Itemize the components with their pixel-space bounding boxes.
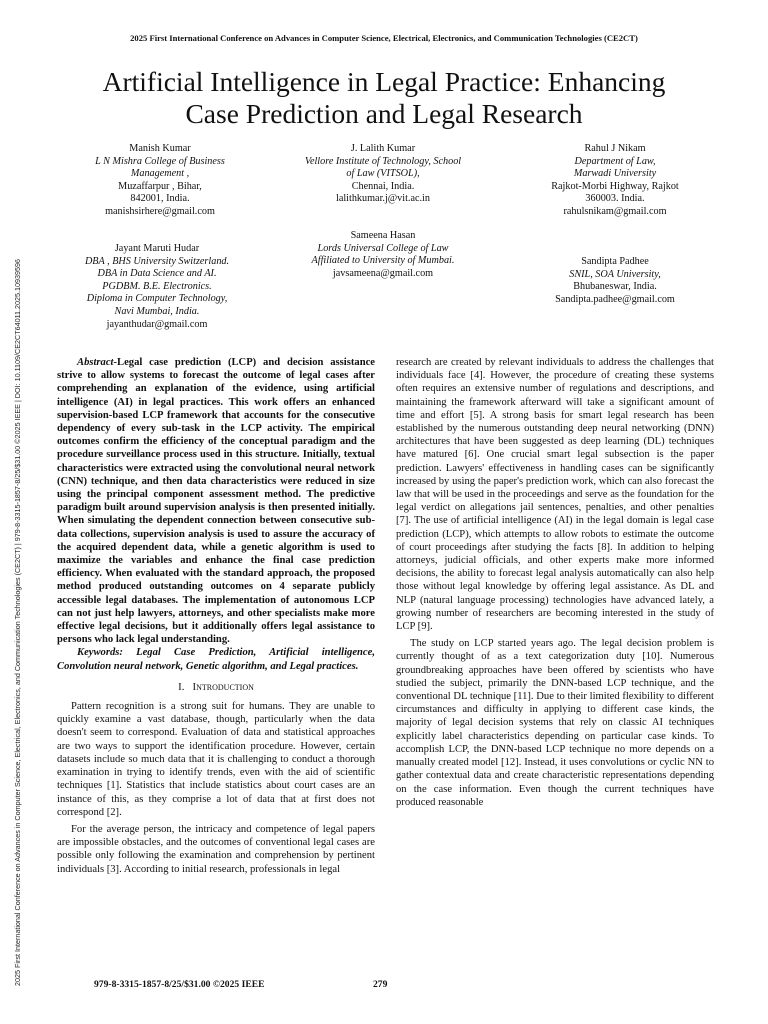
right-column [396, 356, 714, 813]
author-email: Sandipta.padhee@gmail.com [555, 293, 675, 305]
author-location: Chennai, India. [351, 180, 415, 192]
author-affiliation: DBA in Data Science and AI. [97, 268, 217, 280]
body-paragraph: Pattern recognition is a strong suit for humans. They are unable to quickly examine a vast database, though, particularly when the data doesn't seem to correspond. Evaluation of data and statistical approaches are two ways to support the identification procedure. However, certain datasets include so much data that it is challenging to conduct a thorough examination in trying to identify trends, even with the aid of scientific techniques [1]. Statistics that include statistics about court cases are an instance of this, as they comprise a lot of data that at first does not correspond [2]. [57, 701, 375, 818]
author-affiliation: Affiliated to University of Mumbai. [311, 255, 455, 267]
left-column [57, 356, 375, 880]
author-block-2 [283, 143, 483, 206]
author-name: Sameena Hasan [350, 230, 416, 241]
body-paragraph: research are created by relevant individuals to address the challenges that individuals face [4]. However, the procedure of creating these systems often requires an extensive number of regulations and descriptions, and maintaining the framework afterward will take a significant amount of time and effort [5]. A strong basis for smart legal research has been established by the numerous outstanding deep neural networking (DNN) architectures that have been suggested as deep learning (DL) techniques have matured [6]. One crucial smart legal subsection is the paper prediction. Lawyers' effectiveness in handling cases can be significantly increased by using the paper's prediction work, which can also forecast the law that will be used in the proceedings and serve as the foundation for the legal verdict on allegations jail sentences, penalties, and other penalties [7]. The use of artificial intelligence (AI) in the legal domain is legal case prediction (LCP), which attempts to allow robots to estimate the outcome of court proceedings after studying the facts [8]. In addition to helping attorneys, judicial officials, and other experts make more informed decisions, the ability to forecast legal analysis automatically can also help those without legal knowledge by offering legal assistance. As DL and NLP (natural language processing) technologies have advanced lately, a growing number of researchers are becoming interested in the study of LCP [9]. [396, 357, 714, 633]
author-name: Sandipta Padhee [581, 256, 649, 267]
section-number: I. [178, 680, 185, 693]
author-block-1 [60, 143, 260, 219]
section-title: Introduction [192, 680, 254, 693]
author-affiliation: Vellore Institute of Technology, School [304, 155, 462, 167]
author-name: Manish Kumar [129, 143, 191, 154]
body-paragraph: For the average person, the intricacy and competence of legal papers are impossible obstacles, and the outcomes of conventional legal cases are possible only following the examination and comprehension by pertinent individuals [3]. According to initial research, professionals in legal [57, 823, 375, 875]
author-location: Rajkot-Morbi Highway, Rajkot [551, 180, 679, 192]
footer-isbn: 979-8-3315-1857-8/25/$31.00 ©2025 IEEE [94, 979, 265, 990]
paper-title [30, 66, 738, 130]
author-affiliation: Lords Universal College of Law [317, 242, 449, 254]
author-affiliation: Diploma in Computer Technology, [86, 293, 228, 305]
keywords-text: Legal Case Prediction, Artificial intelligence, Convolution neural network, Genetic algorithm, and Legal practices. [57, 647, 375, 672]
section-heading-introduction [57, 681, 375, 694]
author-location: Muzaffarpur , Bihar, [118, 180, 202, 192]
page-number: 279 [373, 979, 388, 990]
author-affiliation: DBA , BHS University Switzerland. [84, 255, 230, 267]
side-identifier-strip: 2025 First International Conference on Advances in Computer Science, Electrical, Electronics, and Communication Technologies (CE2CT) | 979-8-3315-1857-8/25/$31.00 ©2025 IEEE | DOI: 10.1109/CE2CT64011.2025.10939596 [13, 258, 22, 986]
author-email: manishsirhere@gmail.com [105, 205, 215, 217]
author-name: Jayant Maruti Hudar [114, 243, 200, 254]
body-paragraph: The study on LCP started years ago. The legal decision problem is currently thought of as a text categorization duty [10]. Numerous groundbreaking approaches have been offered by scientists who have studied the subject, primarily the DNN-based LCP technique, and the conventional DL technique [11]. Due to their limited flexibility to different circumstances and difficulty in applying to different case kinds, the majority of legal decision systems that rely on classic AI techniques explicitly label characteristics depending on particular case kinds. To accomplish LCP, the DNN-based LCP technique no more depends on a manually created model [12]. Instead, it uses convolutions or cyclic NN to gather contextual data and create characteristic representations depending on the case information. Even though the current techniques have produced reasonable [396, 638, 714, 808]
author-affiliation: Navi Mumbai, India. [114, 305, 200, 317]
abstract-text: Legal case prediction (LCP) and decision assistance strive to allow systems to forecast the outcome of legal cases after comprehending an explanation of the evidence, using artificial intelligence (AI) in legal practices. This work offers an enhanced supervision-based LCP framework that accounts for the consecutive dependency of every sub-task in the LCP activity. The empirical outcomes confirm the efficiency of the conceptual paradigm and the procedure surveillance process used in this structure. Initially, textual characteristics were extracted using the convolutional neural network (CNN) technique, and then data characteristics were reduced in size using the principal component assessment method. The predictive paradigm built around supervision analysis is then presented initially. When simulating the dependent connection between consecutive sub-data collections, supervision analysis is used to assure the accuracy of the acquired dependent data, while a genetic algorithm is used to maximize the variables and enhance the final case prediction efficiency. When evaluated with the standard approach, the proposed method produced outstanding outcomes on 4 separate publicly accessible legal databases. The implementation of autonomous LCP can not just help lawyers, attorneys, and other specialists make more effective legal decisions, but it additionally offers legal assistance to persons who lack legal understanding. [57, 357, 375, 646]
author-affiliation: SNIL, SOA University, [569, 268, 661, 280]
author-block-4 [52, 243, 262, 331]
author-location: 360003. India. [585, 193, 645, 205]
title-line-2: Case Prediction and Legal Research [185, 98, 583, 129]
author-name: J. Lalith Kumar [350, 143, 416, 154]
abstract [57, 356, 375, 646]
author-name: Rahul J Nikam [584, 143, 646, 154]
author-block-5 [283, 230, 483, 280]
author-affiliation: Marwadi University [573, 168, 657, 180]
author-block-6 [515, 256, 715, 306]
author-affiliation: L N Mishra College of Business [95, 155, 225, 167]
author-email: lalithkumar.j@vit.ac.in [336, 193, 430, 205]
author-affiliation: of Law (VITSOL), [346, 168, 420, 180]
author-affiliation: Management , [130, 168, 190, 180]
keywords [57, 646, 375, 672]
abstract-label: Abstract- [77, 357, 118, 368]
author-location: 842001, India. [130, 193, 190, 205]
author-email: jayanthudar@gmail.com [106, 318, 208, 330]
author-affiliation: PGDBM. B.E. Electronics. [102, 280, 212, 292]
author-block-3 [515, 143, 715, 219]
conference-header: 2025 First International Conference on Advances in Computer Science, Electrical, Electronics, and Communication Technologies (CE2CT) [130, 33, 638, 43]
author-email: javsameena@gmail.com [332, 267, 434, 279]
author-affiliation: Department of Law, [574, 155, 656, 167]
author-location: Bhubaneswar, India. [573, 281, 657, 293]
author-email: rahulsnikam@gmail.com [563, 205, 667, 217]
keywords-label: Keywords: [77, 647, 123, 659]
title-line-1: Artificial Intelligence in Legal Practice: Enhancing [102, 66, 666, 97]
